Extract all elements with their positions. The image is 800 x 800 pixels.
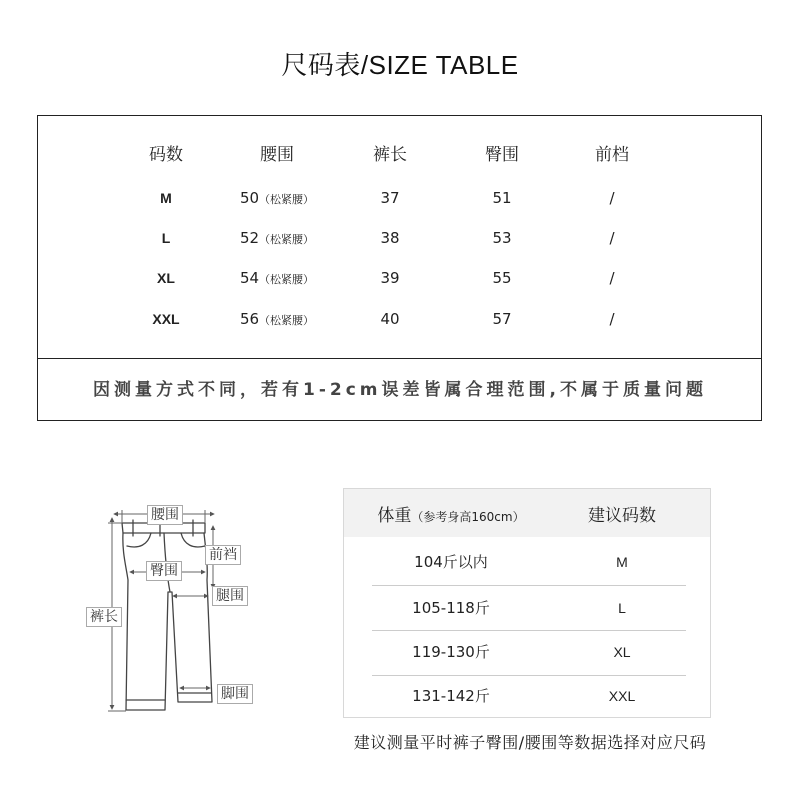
row-length: 39 [380, 269, 400, 287]
size-table-divider [38, 358, 761, 359]
header-recommended-size: 建议码数 [588, 506, 656, 526]
header-weight-note: （参考身高160cm） [411, 510, 525, 524]
recommendation-caption: 建议测量平时裤子臀围/腰围等数据选择对应尺码 [353, 733, 707, 752]
weight-value: 105-118斤 [412, 599, 490, 617]
row-front-rise: / [609, 189, 615, 207]
diagram-label-hip: 臀围 [146, 561, 182, 581]
row-separator [372, 675, 686, 676]
row-front-rise: / [609, 310, 615, 328]
recommended-size: XL [613, 644, 631, 660]
page-title: 尺码表/SIZE TABLE [281, 50, 519, 80]
waist-value: 52 [239, 229, 260, 247]
row-separator [372, 585, 686, 586]
row-hip: 57 [492, 310, 512, 328]
weight-value: 119-130斤 [412, 643, 490, 661]
row-length: 40 [380, 310, 400, 328]
header-weight [371, 504, 531, 528]
row-waist [217, 267, 337, 289]
row-front-rise: / [609, 269, 615, 287]
header-length: 裤长 [373, 145, 407, 165]
left-pocket [127, 533, 151, 547]
row-size: XXL [152, 311, 180, 327]
waist-value: 50 [239, 189, 260, 207]
diagram-label-hem: 脚围 [217, 684, 253, 704]
row-length: 38 [380, 229, 400, 247]
waist-note: （松紧腰） [259, 273, 315, 286]
header-size: 码数 [149, 145, 183, 165]
diagram-label-thigh: 腿围 [212, 586, 248, 606]
measurement-note: 因测量方式不同，若有1-2cm误差皆属合理范围,不属于质量问题 [93, 380, 707, 400]
header-front-rise: 前档 [595, 145, 629, 165]
waist-note: （松紧腰） [259, 314, 315, 327]
header-hip: 臀围 [485, 145, 519, 165]
diagram-label-waist: 腰围 [147, 505, 183, 525]
waist-note: （松紧腰） [259, 233, 315, 246]
waist-note: （松紧腰） [259, 193, 315, 206]
row-waist [217, 308, 337, 330]
diagram-label-length: 裤长 [86, 607, 122, 627]
row-size: M [160, 190, 172, 206]
row-waist [217, 227, 337, 249]
row-waist [217, 187, 337, 209]
row-hip: 51 [492, 189, 512, 207]
diagram-label-front-rise: 前裆 [205, 545, 241, 565]
header-weight-label: 体重 [377, 506, 412, 526]
header-waist: 腰围 [260, 145, 294, 165]
recommended-size: L [618, 600, 626, 616]
row-length: 37 [380, 189, 400, 207]
waist-value: 54 [239, 269, 260, 287]
row-hip: 53 [492, 229, 512, 247]
weight-value: 104斤以内 [414, 553, 488, 571]
weight-value: 131-142斤 [412, 687, 490, 705]
row-size: L [161, 230, 171, 246]
row-size: XL [157, 270, 175, 286]
pants-outline [123, 533, 212, 710]
recommended-size: M [616, 554, 628, 570]
row-hip: 55 [492, 269, 512, 287]
row-separator [372, 630, 686, 631]
recommended-size: XXL [608, 688, 636, 704]
row-front-rise: / [609, 229, 615, 247]
waist-value: 56 [239, 310, 260, 328]
